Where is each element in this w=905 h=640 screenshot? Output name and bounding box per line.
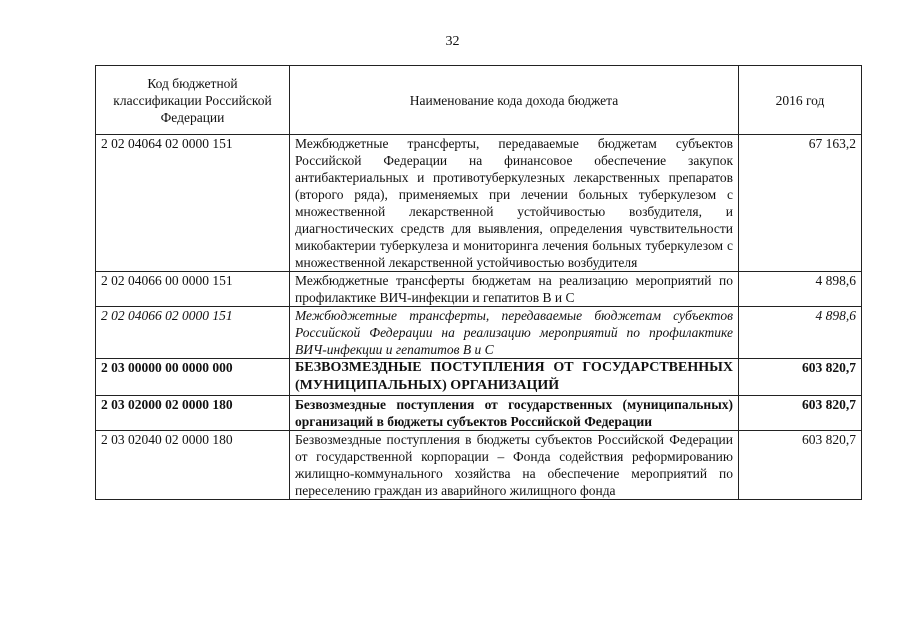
- table-row: [96, 307, 862, 359]
- table-row: [96, 359, 862, 396]
- row-code: 2 02 04064 02 0000 151: [96, 135, 290, 272]
- row-amount: 4 898,6: [739, 272, 862, 307]
- row-amount: 4 898,6: [739, 307, 862, 359]
- header-code: Код бюджетной классификации Российской Федерации: [96, 66, 290, 135]
- row-name: Безвозмездные поступления от государственных (муниципальных) организаций в бюджеты субъектов Российской Федерации: [290, 396, 739, 431]
- row-code: 2 02 04066 00 0000 151: [96, 272, 290, 307]
- row-name: Межбюджетные трансферты бюджетам на реализацию мероприятий по профилактике ВИЧ-инфекции и гепатитов B и C: [290, 272, 739, 307]
- header-name: Наименование кода дохода бюджета: [290, 66, 739, 135]
- row-name: Межбюджетные трансферты, передаваемые бюджетам субъектов Российской Федерации на финансовое обеспечение закупок антибактериальных и противотуберкулезных лекарственных препаратов (второго ряда), применяемых при лечении больных туберкулезом с множественной лекарственной устойчивостью возбудителя, и диагностических средств для выявления, определения чувствительности микобактерии туберкулеза и мониторинга лечения больных туберкулезом с множественной лекарственной устойчивостью возбудителя: [290, 135, 739, 272]
- row-amount: 603 820,7: [739, 396, 862, 431]
- row-code: 2 03 02000 02 0000 180: [96, 396, 290, 431]
- table-row: [96, 135, 862, 272]
- row-code: 2 03 02040 02 0000 180: [96, 431, 290, 500]
- table-header-row: [96, 66, 862, 135]
- row-amount: 67 163,2: [739, 135, 862, 272]
- row-amount: 603 820,7: [739, 359, 862, 396]
- row-name: Безвозмездные поступления в бюджеты субъектов Российской Федерации от государственной корпорации – Фонда содействия реформированию жилищно-коммунального хозяйства на обеспечение мероприятий по переселению граждан из аварийного жилищного фонда: [290, 431, 739, 500]
- row-name: Межбюджетные трансферты, передаваемые бюджетам субъектов Российской Федерации на реализацию мероприятий по профилактике ВИЧ-инфекции и гепатитов B и C: [290, 307, 739, 359]
- row-code: 2 03 00000 00 0000 000: [96, 359, 290, 396]
- page-number: 32: [445, 34, 460, 49]
- row-name: БЕЗВОЗМЕЗДНЫЕ ПОСТУПЛЕНИЯ ОТ ГОСУДАРСТВЕННЫХ (МУНИЦИПАЛЬНЫХ) ОРГАНИЗАЦИЙ: [290, 359, 739, 396]
- header-year: 2016 год: [739, 66, 862, 135]
- table-row: [96, 272, 862, 307]
- budget-revenue-table: [95, 65, 862, 500]
- table-row: [96, 431, 862, 500]
- table-row: [96, 396, 862, 431]
- row-amount: 603 820,7: [739, 431, 862, 500]
- row-code: 2 02 04066 02 0000 151: [96, 307, 290, 359]
